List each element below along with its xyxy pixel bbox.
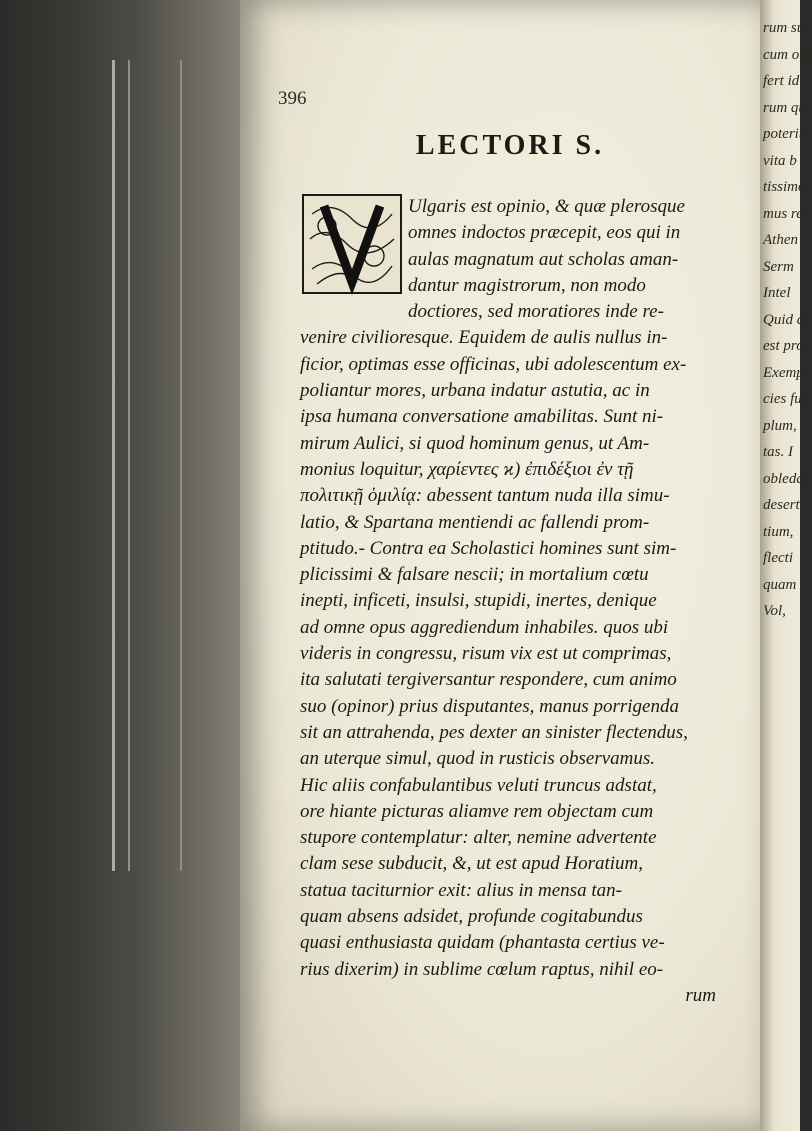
- facing-page-fragment: Quid d: [763, 311, 805, 328]
- page-number: 396: [278, 88, 307, 109]
- text-line: ad omne opus aggrediendum inhabiles. quos ubi: [300, 616, 669, 638]
- text-line: mirum Aulici, si quod hominum genus, ut Am-: [300, 432, 650, 454]
- facing-page-fragment: cum ord: [763, 46, 812, 63]
- text-line: poliantur mores, urbana indatur astutia, ac in: [300, 380, 650, 402]
- spine-highlight: [180, 60, 182, 871]
- text-line: Ulgaris est opinio, & quæ plerosque: [408, 196, 685, 217]
- text-line: monius loquitur, χαρίεντες ϰ) ἐπιδέξιοι ἐν τῇ: [300, 458, 634, 480]
- facing-page-fragment: quam: [763, 576, 797, 593]
- text-line: an uterque simul, quod in rusticis observamus.: [300, 748, 656, 770]
- facing-page-fragment: fert id: [763, 73, 800, 89]
- facing-page-edge: [760, 0, 812, 1131]
- facing-page-fragment: tium,: [763, 523, 794, 540]
- facing-page-fragment: desert: [763, 497, 800, 513]
- facing-page-fragment: plum,: [763, 417, 797, 434]
- text-line: videris in congressu, risum vix est ut comprimas,: [300, 643, 672, 665]
- text-line: quam absens adsidet, profunde cogitabundus: [300, 906, 643, 928]
- text-line: ptitudo.- Contra ea Scholastici homines sunt sim-: [300, 537, 677, 559]
- facing-page-fragment: Exemp: [763, 364, 804, 381]
- text-line: sit an attrahenda, pes dexter an sinister flectendus,: [300, 721, 688, 743]
- text-line: rius dixerim) in sublime cœlum raptus, nihil eo-: [300, 958, 664, 980]
- facing-page-fragment: tas. I: [763, 444, 793, 460]
- text-line: statua taciturnior exit: alius in mensa tan-: [300, 879, 622, 901]
- text-line: omnes indoctos præcepit, eos qui in: [408, 222, 681, 244]
- text-line: plicissimi & falsare nescii; in mortalium cœtu: [300, 564, 649, 586]
- body-text: [300, 194, 720, 1009]
- text-line: suo (opinor) prius disputantes, manus porrigenda: [300, 695, 679, 717]
- spine-highlight: [128, 60, 130, 871]
- text-line: Hic aliis confabulantibus veluti truncus adstat,: [300, 774, 657, 796]
- text-line: dantur magistrorum, non modo: [408, 274, 646, 296]
- facing-page-fragment: Athen: [763, 232, 798, 248]
- text-line: ore hiante picturas aliamve rem objectam cum: [300, 800, 654, 822]
- book-spine: [0, 0, 250, 1131]
- text-line: aulas magnatum aut scholas aman-: [408, 248, 679, 270]
- text-line: venire civilioresque. Equidem de aulis nullus in-: [300, 327, 668, 349]
- page-header: LECTORI S.: [415, 130, 605, 161]
- facing-page-fragment: rum sui: [763, 20, 809, 36]
- text-line: latio, & Spartana mentiendi ac fallendi prom-: [300, 511, 650, 533]
- spine-highlight: [112, 60, 115, 871]
- facing-page-fragment: Intel: [763, 285, 791, 301]
- text-line: πολιτικῇ ὁμιλίᾳ: abessent tantum nuda illa simu-: [300, 485, 670, 507]
- facing-page-fragment: flecti: [763, 550, 793, 566]
- facing-page-fragment: est pro: [763, 338, 804, 354]
- facing-page-fragment: mus re: [763, 205, 803, 222]
- text-line: ipsa humana conversatione amabilitas. Sunt ni-: [300, 406, 664, 428]
- text-line: clam sese subducit, &, ut est apud Horatium,: [300, 853, 644, 875]
- text-line: quasi enthusiasta quidam (phantasta certius ve-: [300, 932, 665, 954]
- facing-page-fragment: tissimo: [763, 179, 806, 195]
- facing-page-fragment: Vol,: [763, 603, 786, 619]
- text-line: stupore contemplatur: alter, nemine advertente: [300, 827, 657, 849]
- facing-page-fragment: poterit: [763, 126, 803, 142]
- text-line: inepti, inficeti, insulsi, stupidi, inertes, denique: [300, 590, 657, 612]
- text-line: ficior, optimas esse officinas, ubi adolescentum ex-: [300, 353, 687, 375]
- facing-page-fragment: rum qu: [763, 99, 806, 116]
- text-line: ita salutati tergiversantur respondere, cum animo: [300, 669, 677, 691]
- text-line: doctiores, sed moratiores inde re-: [408, 301, 664, 323]
- facing-page-fragment: obledat: [763, 470, 808, 487]
- text-line: rum: [685, 984, 716, 1006]
- facing-page-fragment: Serm: [763, 258, 794, 275]
- facing-page-fragment: cies fue: [763, 391, 809, 407]
- facing-page-fragment: vita b: [763, 152, 797, 169]
